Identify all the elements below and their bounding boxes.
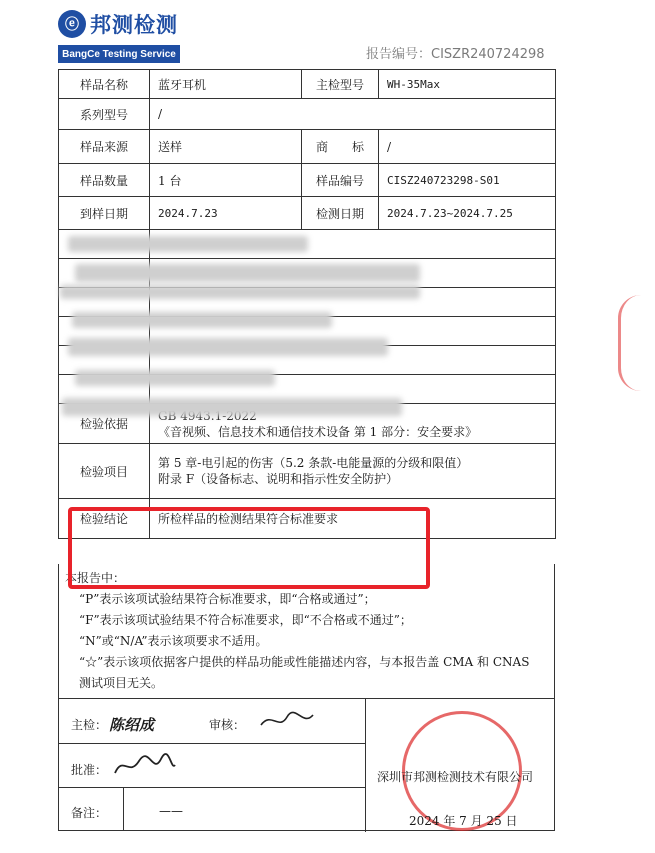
table-row: [59, 197, 556, 230]
table-row: [59, 70, 556, 99]
note-line: “☆”表示该项依据客户提供的样品功能或性能描述内容，与本报告盖 CMA 和 CNAS: [79, 655, 530, 669]
sample-no-value: CISZ240723298-S01: [379, 164, 556, 197]
company-logo: [58, 8, 180, 58]
arrival-label: 到样日期: [59, 197, 150, 230]
test-date-label: 检测日期: [302, 197, 379, 230]
model-value: WH-35Max: [379, 70, 556, 99]
remark-label: 备注：: [71, 806, 108, 820]
table-row: [59, 130, 556, 164]
logo-mark-icon: ⓔ: [58, 10, 86, 38]
test-date-value: 2024.7.23~2024.7.25: [379, 197, 556, 230]
approve-signature-icon: [109, 751, 179, 781]
note-line: “P”表示该项试验结果符合标准要求，即“合格或通过”；: [79, 592, 376, 606]
table-row: [59, 164, 556, 197]
sample-name-label: 样品名称: [59, 70, 150, 99]
table-row: [59, 99, 556, 130]
qty-label: 样品数量: [59, 164, 150, 197]
series-label: 系列型号: [59, 99, 150, 130]
report-number: 报告编号：CISZR240724298: [366, 47, 545, 62]
note-line: “F”表示该项试验结果不符合标准要求，即“不合格或不通过”；: [79, 613, 412, 627]
source-label: 样品来源: [59, 130, 150, 164]
conclusion-highlight-box: [68, 507, 430, 589]
chief-signature: 陈绍成: [109, 716, 155, 734]
source-value: 送样: [150, 130, 302, 164]
brand-value: /: [379, 130, 556, 164]
report-info-table: [58, 69, 556, 539]
items-line-1: 第 5 章-电引起的伤害（5.2 条款-电能量源的分级和限值）: [158, 456, 469, 470]
review-signature-icon: [257, 709, 317, 733]
logo-brand-cn: 邦测检测: [90, 13, 178, 37]
chief-label: 主检：: [71, 718, 108, 732]
approve-label: 批准：: [71, 763, 108, 777]
company-name: 深圳市邦测检测技术有限公司: [377, 770, 534, 784]
items-label: 检验项目: [59, 444, 150, 499]
sample-name-value: 蓝牙耳机: [150, 70, 302, 99]
review-label: 审核：: [209, 718, 246, 732]
notes-heading: 本报告中：: [65, 571, 126, 585]
sample-no-label: 样品编号: [302, 164, 379, 197]
basis-label: 检验依据: [59, 404, 150, 444]
issue-date: 2024 年 7 月 25 日: [409, 814, 518, 828]
arrival-value: 2024.7.23: [150, 197, 302, 230]
conclusion-label: 检验结论: [59, 499, 150, 539]
note-line: 测试项目无关。: [79, 676, 164, 690]
table-row: [59, 444, 556, 499]
page-seal-icon: [618, 295, 641, 391]
conclusion-value: 所检样品的检测结果符合标准要求: [150, 499, 556, 539]
basis-title: 《音视频、信息技术和通信技术设备 第 1 部分：安全要求》: [158, 424, 478, 439]
signature-section: [58, 698, 555, 831]
series-value: /: [150, 99, 556, 130]
qty-value: 1 台: [150, 164, 302, 197]
logo-brand-en: BangCe Testing Service: [58, 45, 180, 63]
brand-label: 商 标: [302, 130, 379, 164]
items-line-2: 附录 F（设备标志、说明和指示性安全防护）: [158, 472, 399, 486]
note-line: “N”或“N/A”表示该项要求不适用。: [79, 634, 268, 648]
remark-value: ——: [159, 804, 183, 818]
model-label: 主检型号: [302, 70, 379, 99]
